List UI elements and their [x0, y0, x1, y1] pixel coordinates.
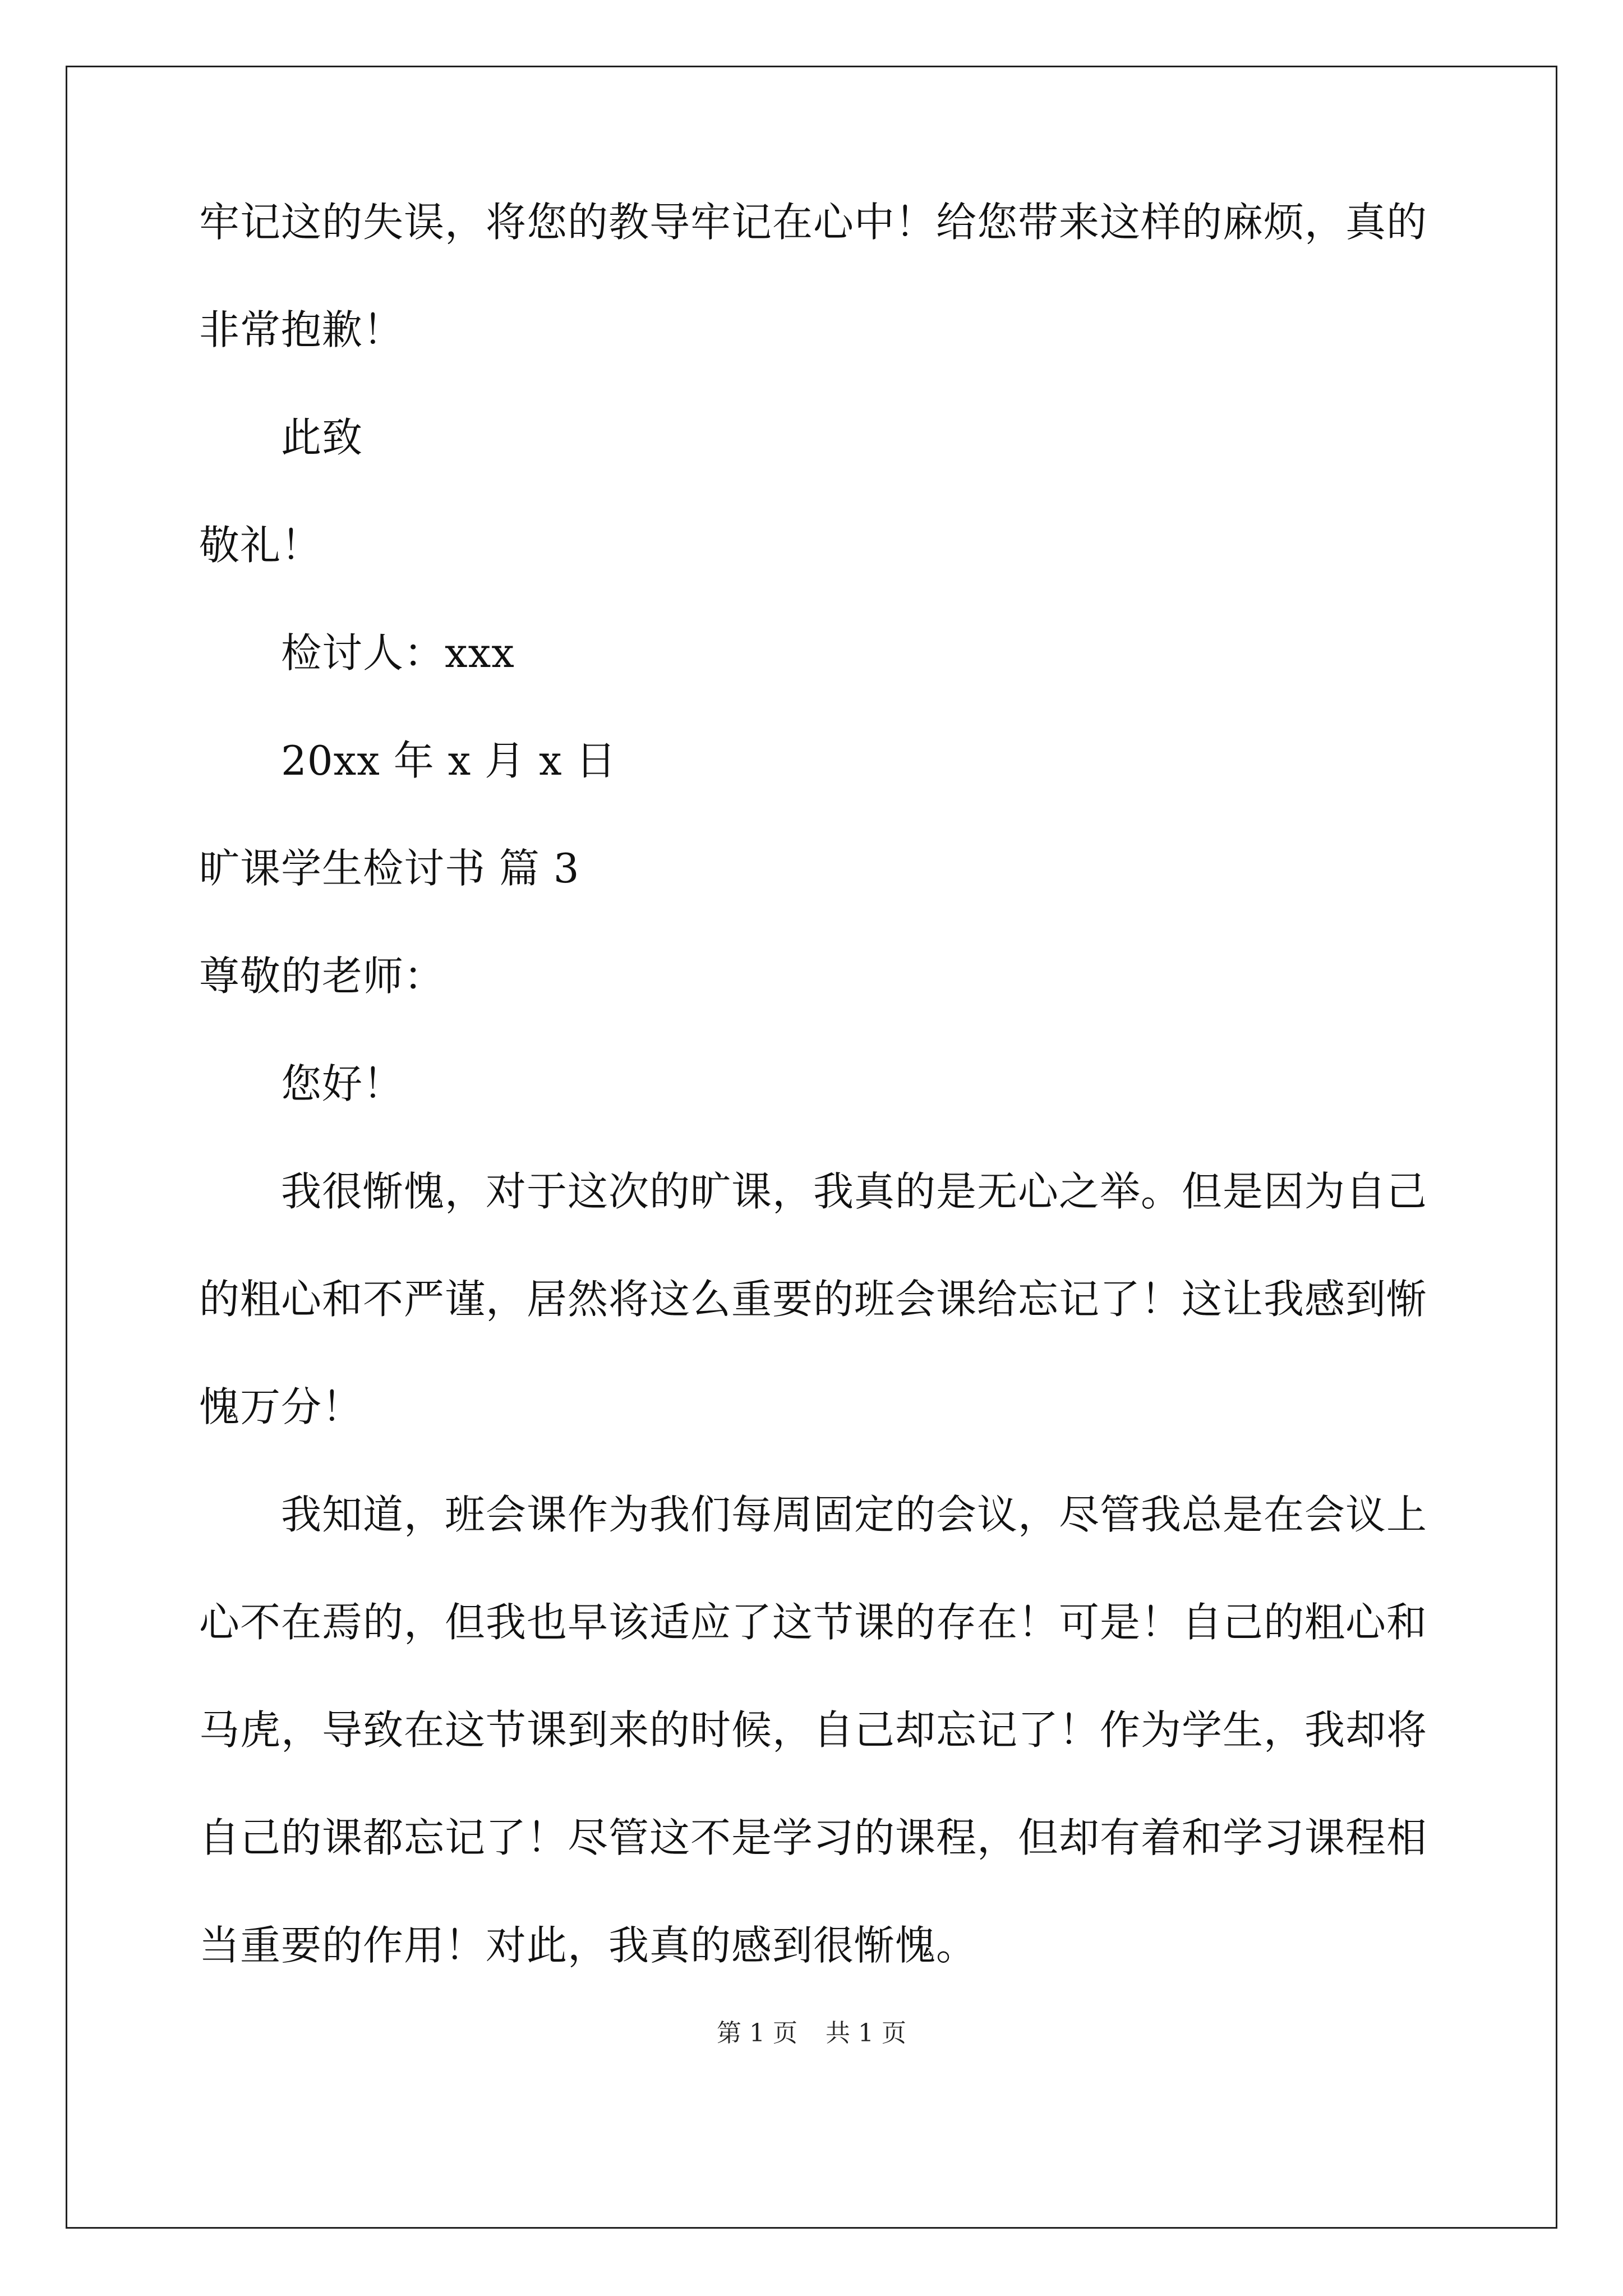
page-total: 共 1 页 [826, 2019, 906, 2047]
text-line: 我知道，班会课作为我们每周固定的会议，尽管我总是在会议上 [281, 1491, 1428, 1538]
text-line: 敬礼！ [199, 522, 322, 569]
text-line: 旷课学生检讨书 篇 3 [199, 845, 580, 892]
text-line: 马虎，导致在这节课到来的时候，自己却忘记了！作为学生，我却将 [199, 1706, 1428, 1754]
document-body [199, 199, 1438, 2033]
text-line: 当重要的作用！对此，我真的感到很惭愧。 [199, 1922, 978, 1969]
page-number: 第 1 页 [717, 2019, 797, 2047]
text-line: 心不在焉的，但我也早该适应了这节课的存在！可是！自己的粗心和 [199, 1599, 1428, 1646]
text-line: 尊敬的老师： [199, 953, 445, 1000]
text-line: 自己的课都忘记了！尽管这不是学习的课程，但却有着和学习课程相 [199, 1814, 1428, 1861]
text-line: 愧万分！ [199, 1383, 363, 1430]
text-line: 您好！ [281, 1060, 404, 1107]
text-line: 的粗心和不严谨，居然将这么重要的班会课给忘记了！这让我感到惭 [199, 1276, 1428, 1323]
page-footer [0, 2013, 1623, 2049]
text-line: 牢记这的失误，将您的教导牢记在心中！给您带来这样的麻烦，真的 [199, 199, 1428, 246]
text-line: 20xx 年 x 月 x 日 [281, 737, 617, 784]
text-line: 非常抱歉！ [199, 306, 404, 353]
text-line: 我很惭愧，对于这次的旷课，我真的是无心之举。但是因为自己 [281, 1168, 1428, 1215]
text-line: 此致 [281, 414, 363, 461]
text-line: 检讨人：xxx [281, 629, 515, 677]
